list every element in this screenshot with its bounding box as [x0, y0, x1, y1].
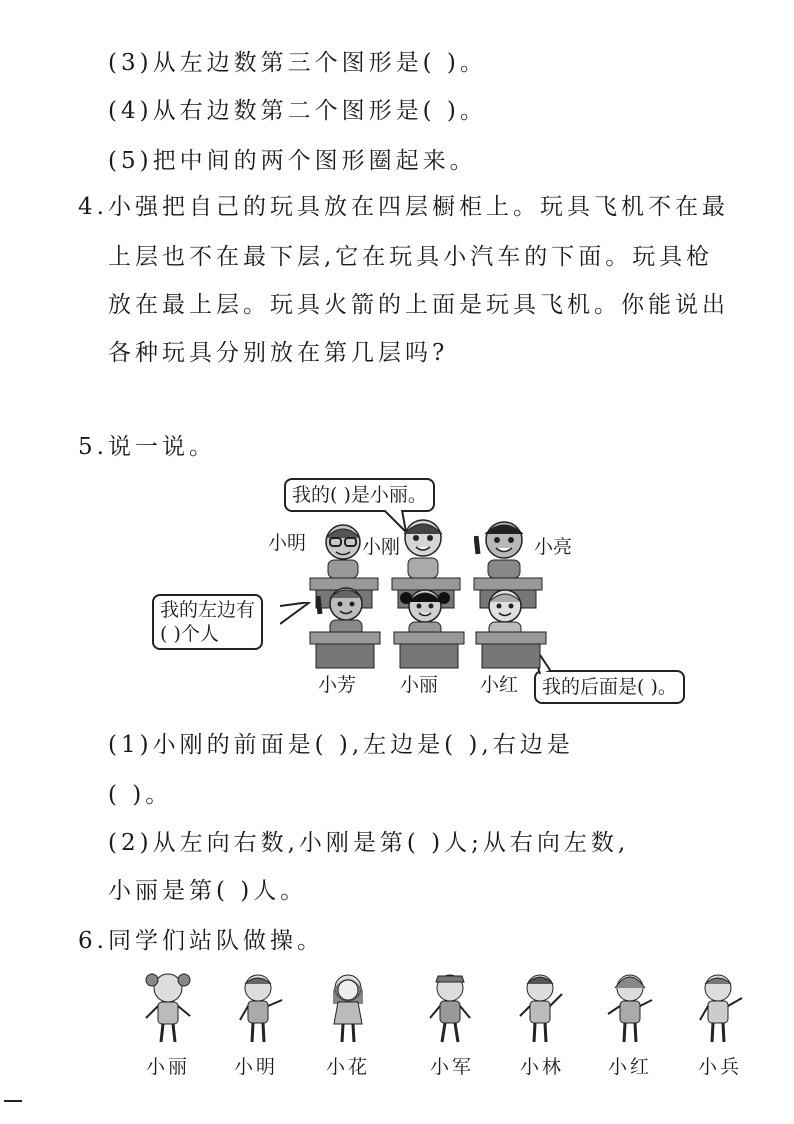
q4-line-1: 4.小强把自己的玩具放在四层橱柜上。玩具飞机不在最: [78, 194, 729, 220]
kid-gang-icon: [396, 514, 450, 580]
student-figure-7: [686, 970, 750, 1046]
name-label-fang: 小芳: [318, 674, 357, 696]
q3-item-5: (5)把中间的两个图形圈起来。: [108, 148, 477, 174]
name-label-li: 小丽: [400, 674, 439, 696]
q4-line-3: 放在最上层。玩具火箭的上面是玩具飞机。你能说出: [108, 292, 729, 318]
q3-item-4: (4)从右边数第二个图形是( )。: [108, 98, 487, 124]
q5-part-1-line-1: (1)小刚的前面是( ),左边是( ),右边是: [108, 732, 574, 758]
q3-item-3: (3)从左边数第三个图形是( )。: [108, 50, 487, 76]
student-figure-1: [136, 970, 200, 1046]
student-figure-4: [418, 970, 482, 1046]
desk-front-3: [474, 630, 548, 670]
q5-part-2-line-2: 小丽是第( )人。: [108, 878, 308, 904]
page-edge-mark: [4, 1100, 22, 1102]
desk-front-1: [308, 630, 382, 670]
student-figure-6: [598, 970, 662, 1046]
name-label-liang: 小亮: [534, 536, 573, 558]
student-name-1: 小丽: [146, 1056, 191, 1078]
q5-part-1-line-2: ( )。: [108, 782, 173, 808]
desk-front-2: [392, 630, 466, 670]
student-name-6: 小红: [608, 1056, 653, 1078]
student-name-5: 小林: [520, 1056, 565, 1078]
name-label-gang: 小刚: [362, 536, 401, 558]
q4-line-4: 各种玩具分别放在第几层吗?: [108, 340, 449, 366]
speech-bubble-top-text: 我的( )是小丽。: [292, 484, 427, 506]
q5-part-2-line-1: (2)从左向右数,小刚是第( )人;从右向左数,: [108, 830, 630, 856]
kid-gang-figure: [396, 514, 450, 580]
q4-line-2: 上层也不在最下层,它在玩具小汽车的下面。玩具枪: [108, 244, 714, 270]
student-name-7: 小兵: [698, 1056, 743, 1078]
speech-bubble-left-line-2: ( )个人: [160, 623, 219, 645]
student-figure-5: [508, 970, 572, 1046]
q6-title: 6.同学们站队做操。: [78, 928, 324, 954]
name-label-ming: 小明: [268, 532, 307, 554]
speech-bubble-right: [534, 670, 685, 704]
student-name-4: 小军: [430, 1056, 475, 1078]
student-name-2: 小明: [234, 1056, 279, 1078]
kid-liang-icon: [474, 514, 532, 580]
student-figure-3: [316, 970, 380, 1046]
student-name-3: 小花: [326, 1056, 371, 1078]
name-label-hong: 小红: [480, 674, 519, 696]
q5-title: 5.说一说。: [78, 434, 216, 460]
kid-ming-figure: [318, 520, 368, 580]
speech-bubble-left: [152, 594, 263, 650]
kid-liang-figure: [474, 514, 532, 580]
student-figure-2: [226, 970, 290, 1046]
kid-ming-icon: [318, 520, 368, 580]
speech-bubble-top: [284, 478, 435, 512]
speech-bubble-left-line-1: 我的左边有: [160, 599, 256, 621]
speech-bubble-right-text: 我的后面是( )。: [542, 676, 677, 698]
